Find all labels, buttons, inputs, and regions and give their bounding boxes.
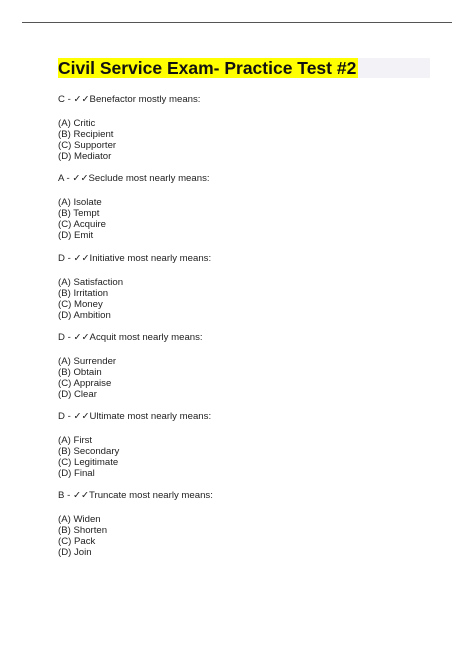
top-divider [22, 22, 452, 23]
answer-key: D - [58, 411, 74, 423]
question-item [58, 332, 438, 400]
question-list [58, 94, 438, 570]
answer-option: (A) First [58, 435, 93, 447]
answer-option: (D) Mediator [58, 151, 112, 162]
answer-option: (A) Isolate [58, 197, 102, 209]
answer-option: (B) Shorten [58, 525, 108, 537]
answer-option: (A) Surrender [58, 355, 117, 367]
question-prompt: Initiative most nearly means: [89, 252, 212, 264]
question-item [58, 94, 438, 162]
answer-option: (B) Irritation [58, 287, 109, 299]
document-title: Civil Service Exam- Practice Test #2 [58, 58, 357, 78]
question-line [58, 332, 438, 343]
question-prompt: Benefactor mostly means: [89, 94, 201, 105]
question-line [58, 173, 438, 184]
question-prompt: Acquit most nearly means: [89, 331, 203, 343]
answer-option: (D) Final [58, 468, 95, 480]
question-item [58, 253, 438, 321]
answer-option: (B) Recipient [58, 129, 114, 140]
double-check-icon: ✓✓ [72, 173, 89, 185]
double-check-icon: ✓✓ [73, 331, 90, 343]
question-line [58, 411, 438, 422]
answer-option: (A) Critic [58, 118, 96, 129]
question-line [58, 253, 438, 264]
question-item [58, 411, 438, 479]
answer-option: (C) Pack [58, 536, 96, 548]
answer-option: (D) Emit [58, 230, 94, 242]
double-check-icon: ✓✓ [73, 94, 90, 105]
answer-option: (C) Appraise [58, 377, 112, 389]
answer-option: (D) Join [58, 547, 92, 559]
answer-option: (D) Ambition [58, 309, 111, 321]
answer-option: (C) Acquire [58, 219, 106, 231]
answer-option: (A) Widen [58, 514, 101, 526]
answer-option: (A) Satisfaction [58, 276, 124, 288]
question-item [58, 173, 438, 241]
answer-key: C - [58, 94, 74, 105]
answer-option: (C) Supporter [58, 140, 117, 151]
double-check-icon: ✓✓ [72, 490, 90, 502]
question-line [58, 94, 438, 105]
answer-key: D - [58, 331, 74, 343]
answer-option: (C) Legitimate [58, 457, 119, 469]
answer-option: (D) Clear [58, 388, 97, 400]
answer-key: D - [58, 252, 74, 264]
answer-option: (B) Tempt [58, 208, 100, 220]
question-line [58, 490, 438, 501]
answer-key: A - [58, 173, 73, 185]
question-item [58, 490, 438, 558]
answer-option: (B) Secondary [58, 446, 120, 458]
answer-option: (B) Obtain [58, 366, 102, 378]
question-prompt: Truncate most nearly means: [89, 490, 213, 502]
double-check-icon: ✓✓ [73, 411, 90, 423]
title-bar [58, 58, 430, 78]
double-check-icon: ✓✓ [73, 252, 90, 264]
question-prompt: Seclude most nearly means: [88, 173, 210, 185]
question-prompt: Ultimate most nearly means: [89, 411, 212, 423]
answer-key: B - [58, 490, 73, 502]
answer-option: (C) Money [58, 298, 103, 310]
